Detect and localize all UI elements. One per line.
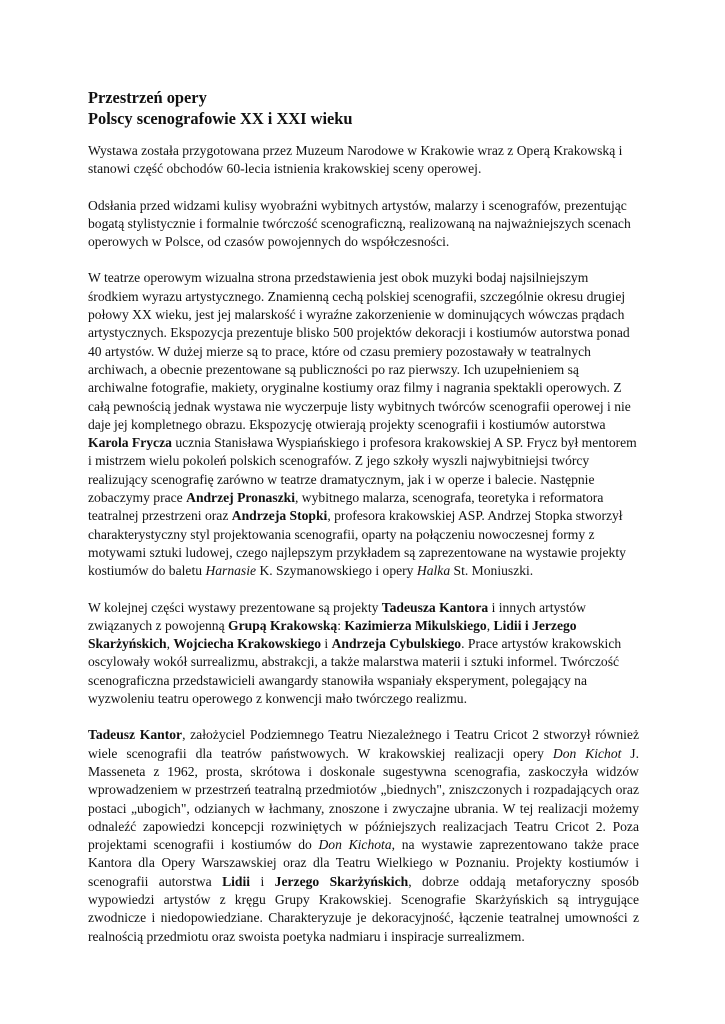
paragraph-overview: Odsłania przed widzami kulisy wyobraźni wybitnych artystów, malarzy i scenografów, prezentując bogatą stylistycznie i formalnie twórczość scenograficzną, realizowaną na najważniejszych scenach operowych w Polsce, od czasów powojennych do współczesności. — [88, 197, 631, 250]
work-title-don-kichot: Don Kichot — [552, 745, 622, 761]
work-title-halka: Halka — [416, 563, 451, 579]
text-run: ucznia Stanisława Wyspiańskiego i profesora krakowskiej A SP. Frycz był mentorem i mistrzem wielu pokoleń polskich scenografów. Z jego szkoły wyszli najwybitniejsi twórcy realizujący scenografię zarówno w teatrze dramatycznym, jak i w operze i balecie. Następnie zobaczymy prace — [88, 435, 637, 506]
artist-name-kantor: Tadeusz Kantor — [88, 727, 183, 743]
text-run: W teatrze operowym wizualna strona przedstawienia jest obok muzyki bodaj najsilniejszym środkiem wyrazu artystycznego. Znamienną cechą polskiej scenografii, szczególnie okresu drugiej połowy XX wieku, jest jej malarskość i wyraźne zakorzenienie w dominujących wówczas prądach artystycznych. Ekspozycja prezentuje blisko 500 projektów dekoracji i kostiumów autorstwa ponad 40 artystów. W dużej mierze są to prace, które od czasu premiery pozostawały w teatralnych archiwach, a obecnie prezentowane są publiczności po raz pierwszy. Ich uzupełnieniem są archiwalne fotografie, makiety, oryginalne kostiumy oraz filmy i nagrania spektakli operowych. Z całą pewnością jednak wystawa nie wyczerpuje listy wybitnych twórców scenografii operowej i nie daje jej kompletnego obrazu. Ekspozycję otwierają projekty scenografii i kostiumów autorstwa — [88, 270, 631, 432]
paragraph-krakow-group — [88, 599, 639, 709]
text-run: . Prace artystów krakowskich oscylowały wokół surrealizmu, abstrakcji, a także malarstwa materii i sztuki informel. Twórczość scenograficzna przedstawicieli awangardy stanowiła wspaniały eksperyment, polegający na wyzwoleniu teatru operowego z konwencji mało twórczego realizmu. — [88, 636, 622, 707]
text-run: , — [486, 617, 494, 633]
text-run: , założyciel Podziemnego Teatru Niezależnego i Teatru Cricot 2 stworzył również wiele scenografii dla teatrów państwowych. W krakowskiej realizacji opery — [88, 727, 639, 761]
artist-name-kantor: Tadeusza Kantora — [381, 599, 489, 615]
document-title — [88, 87, 639, 129]
paragraph-intro: Wystawa została przygotowana przez Muzeum Narodowe w Krakowie wraz z Operą Krakowską i stanowi część obchodów 60-lecia istnienia krakowskiej sceny operowej. — [88, 143, 623, 177]
text-run: , dobrze oddają metaforyczny sposób wypowiedzi artystów z kręgu Grupy Krakowskiej. Scenografie Skarżyńskich są intrygujące zwodnicze i niedopowiedziane. Charakteryzuje je dekoracyjność, łączenie teatralnej umowności z realnością przedmiotu oraz swoista poetyka nadmiaru i inspiracje surrealizmem. — [88, 873, 639, 944]
artist-name-krakowski: Wojciecha Krakowskiego — [173, 636, 321, 652]
artist-name-skarzynscy: Lidii i Jerzego Skarżyńskich — [88, 617, 577, 652]
text-run: , — [166, 636, 174, 652]
paragraph-kantor — [88, 726, 639, 946]
text-run: W kolejnej części wystawy prezentowane są projekty — [88, 599, 382, 615]
artist-name-mikulski: Kazimierza Mikulskiego — [344, 617, 487, 633]
work-title-don-kichota: Don Kichota — [318, 837, 392, 853]
text-run: i innych artystów związanych z powojenną — [88, 599, 586, 633]
text-run: : — [337, 617, 345, 633]
text-run: , profesora krakowskiej ASP. Andrzej Stopka stworzył charakterystyczny styl projektowania scenografii, oparty na połączeniu nowoczesnej formy z motywami sztuki ludowej, czego najlepszym przykładem są zaprezentowane na wystawie projekty kostiumów do baletu — [88, 508, 626, 579]
artist-name-stopka: Andrzeja Stopki — [231, 508, 328, 524]
group-name: Grupą Krakowską — [228, 617, 338, 633]
text-run: St. Moniuszki. — [450, 563, 534, 579]
document-page — [88, 87, 639, 946]
paragraph-opera-scenography — [88, 269, 639, 580]
text-run: , wybitnego malarza, scenografa, teoretyka i reformatora teatralnej przestrzeni oraz — [88, 490, 604, 524]
artist-name-cybulski: Andrzeja Cybulskiego — [331, 636, 462, 652]
artist-name-frycz: Karola Frycza — [88, 435, 172, 451]
artist-name-jerzy-skarzynski: Jerzego Skarżyńskich — [274, 873, 409, 889]
text-run: J. Masseneta z 1962, prosta, skrótowa i doskonale sugestywna scenografia, zaskoczyła widzów wprowadzeniem w przestrzeń teatralną przedmiotów „biednych", zniszczonych i rozpadających oraz postaci „ubogich", odzianych w łachmany, znoszone i zwyczajne ubrania. W tej realizacji możemy odnaleźć zapowiedzi koncepcji rozwiniętych w późniejszych realizacjach Teatru Cricot 2. Poza projektami scenografii i kostiumów do — [88, 745, 639, 853]
text-run: i — [321, 636, 332, 652]
artist-name-lidia: Lidii — [222, 873, 251, 889]
title-line-1: Przestrzeń opery — [88, 88, 207, 107]
text-run: K. Szymanowskiego i opery — [256, 563, 417, 579]
text-run: , na wystawie zaprezentowano także prace Kantora dla Opery Warszawskiej oraz dla Teatru Wielkiego w Poznaniu. Projekty kostiumów i scenografii autorstwa — [88, 837, 640, 889]
title-line-2: Polscy scenografowie XX i XXI wieku — [88, 109, 353, 128]
artist-name-pronaszko: Andrzej Pronaszki — [186, 490, 295, 506]
work-title-harnasie: Harnasie — [205, 563, 257, 579]
text-run: i — [250, 873, 275, 889]
